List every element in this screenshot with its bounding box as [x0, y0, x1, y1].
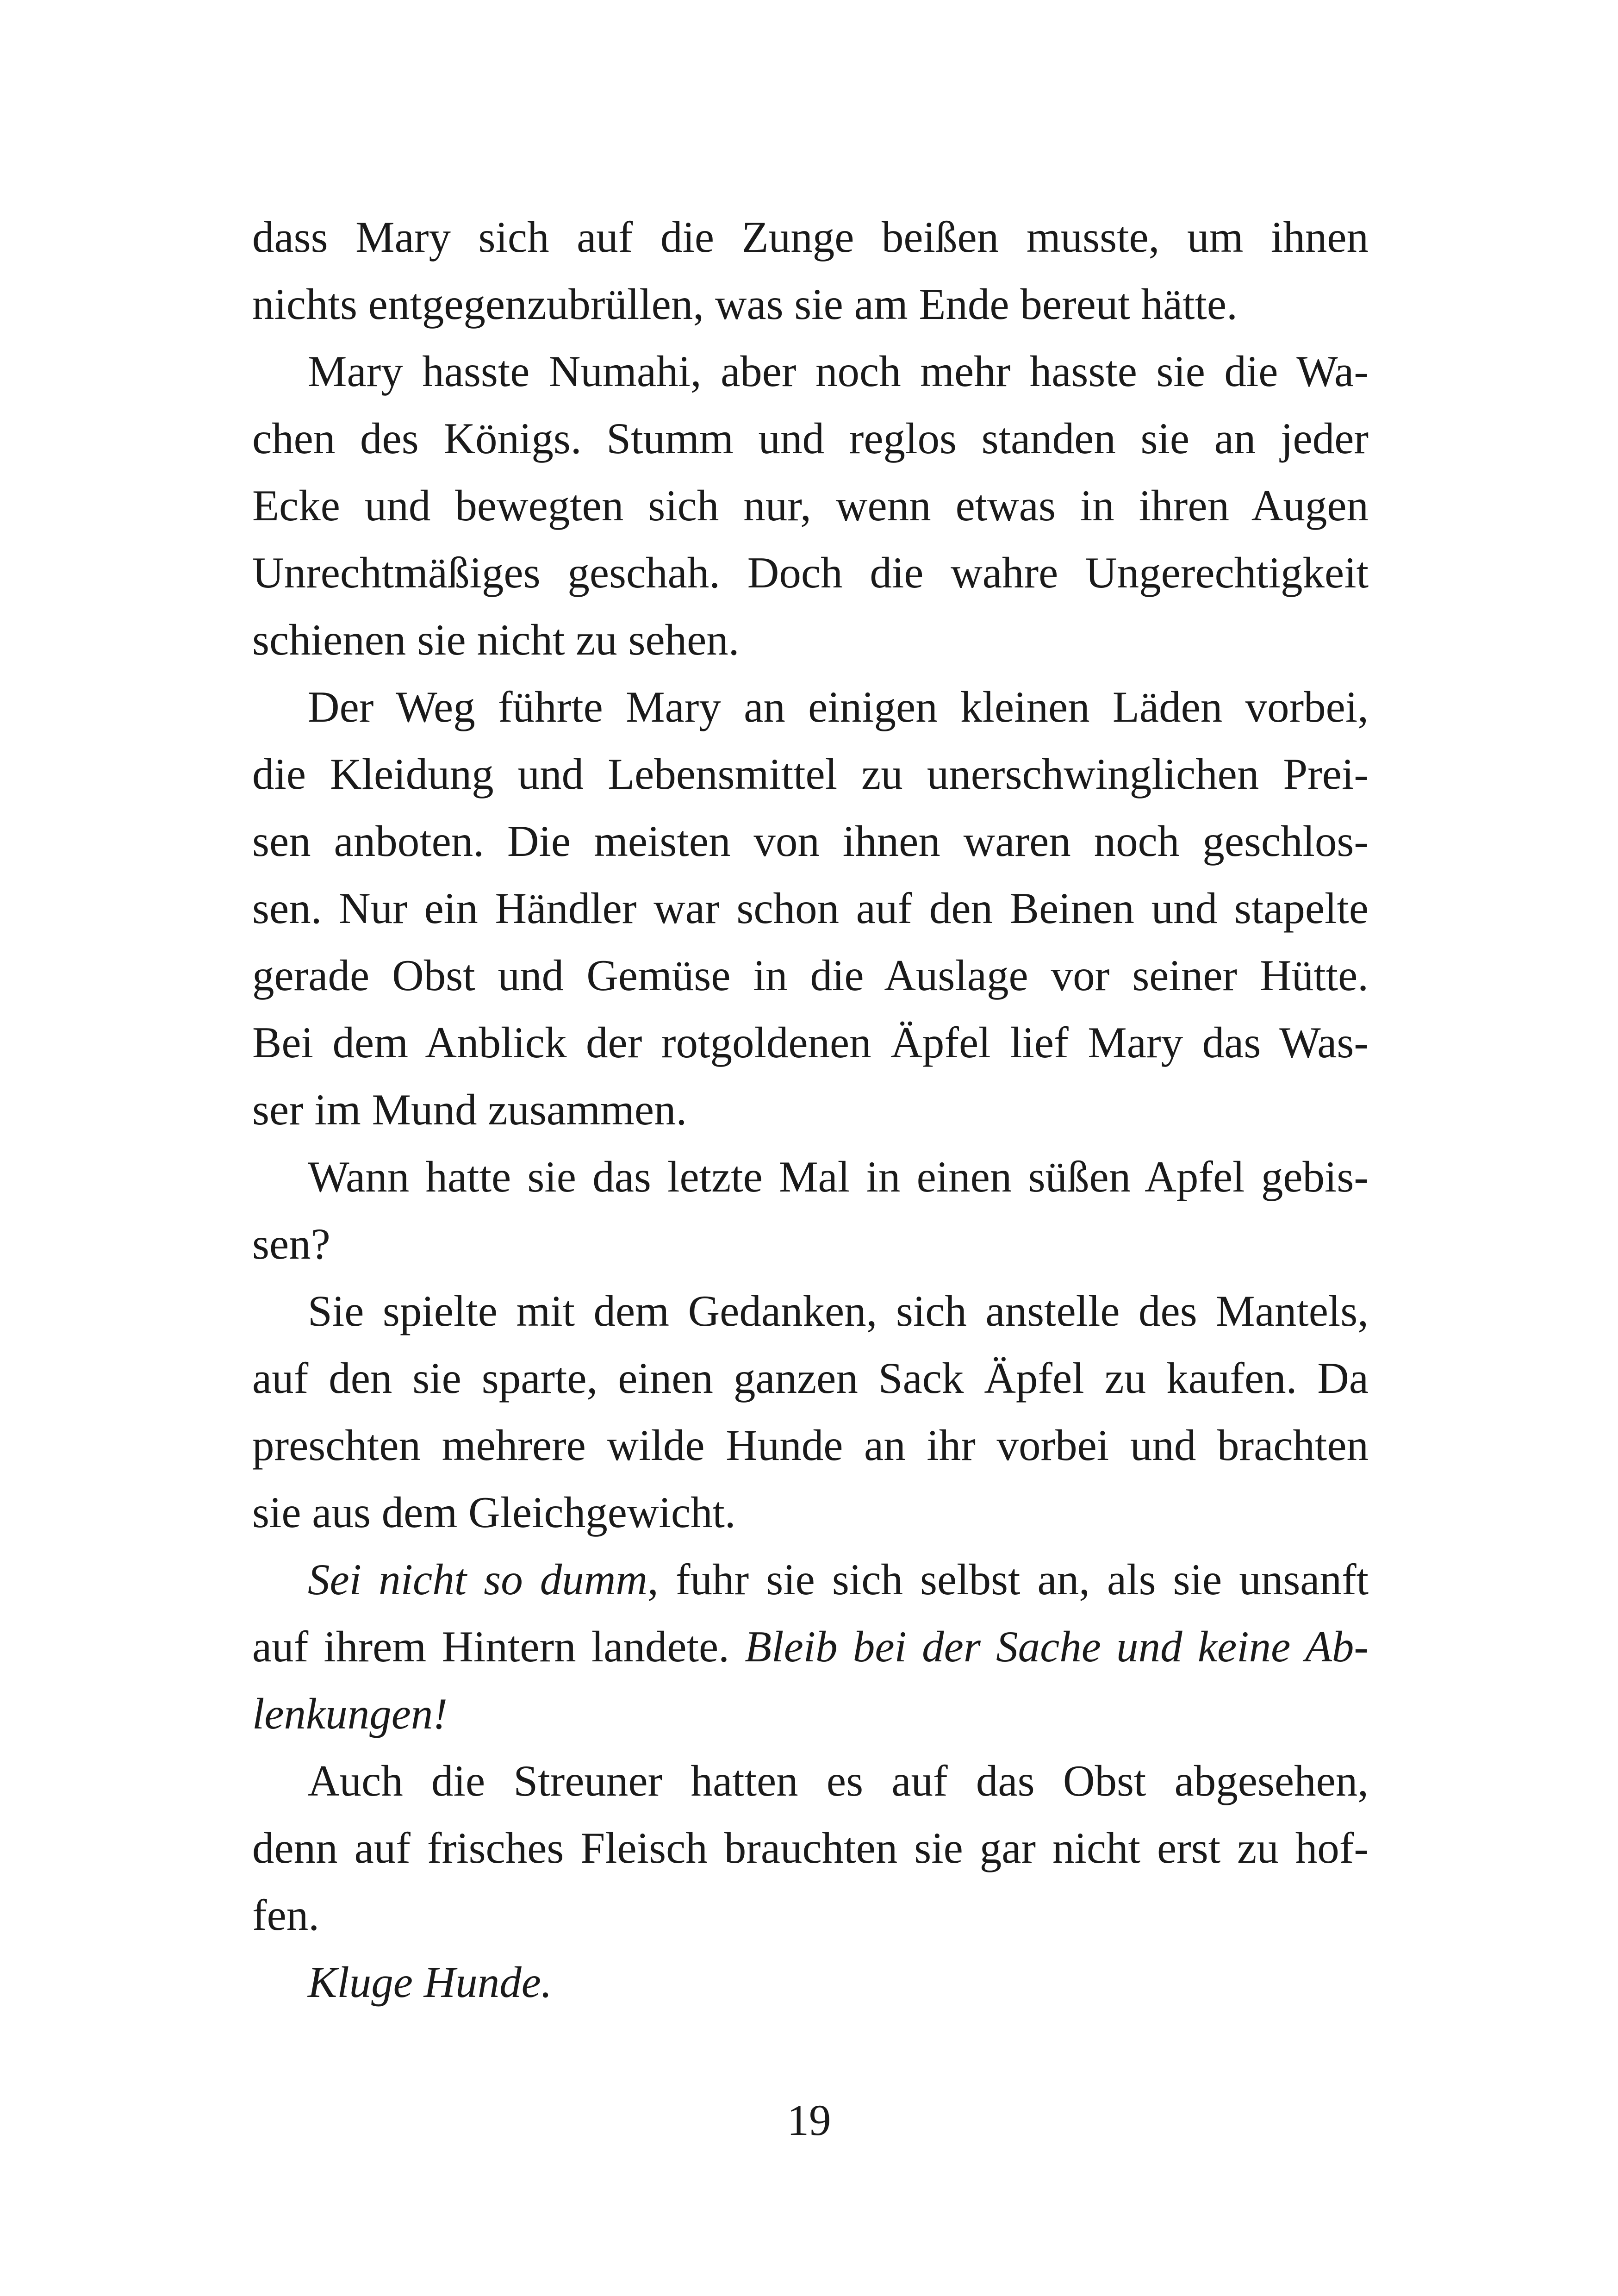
body-text: [252, 204, 1369, 2016]
text-line: [252, 1613, 1369, 1680]
text-line: Bei dem Anblick der rotgoldenen Äpfel lief Mary das Was-: [252, 1018, 1369, 1067]
text-line: ser im Mund zusammen.: [252, 1085, 687, 1134]
text-fragment: auf ihrem Hintern landete.: [252, 1622, 745, 1671]
text-line: preschten mehrere wilde Hunde an ihr vorbei und brachten: [252, 1421, 1369, 1470]
italic-thought: Kluge Hunde.: [308, 1958, 552, 2007]
text-fragment: , fuhr sie sich selbst an, als sie unsanft: [647, 1555, 1369, 1604]
text-line: denn auf frisches Fleisch brauchten sie gar nicht erst zu hof-: [252, 1823, 1369, 1872]
text-line: [252, 1949, 1369, 2016]
text-line: sie aus dem Gleichgewicht.: [252, 1488, 736, 1537]
text-line: sen?: [252, 1219, 330, 1268]
text-line: Unrechtmäßiges geschah. Doch die wahre Ungerechtigkeit: [252, 548, 1369, 597]
italic-thought: lenkungen!: [252, 1689, 448, 1738]
text-line: Mary hasste Numahi, aber noch mehr hasste sie die Wa-: [308, 347, 1369, 396]
text-line: chen des Königs. Stumm und reglos standen sie an jeder: [252, 414, 1369, 463]
text-line: Wann hatte sie das letzte Mal in einen süßen Apfel gebis-: [308, 1152, 1369, 1201]
text-line: gerade Obst und Gemüse in die Auslage vor seiner Hütte.: [252, 951, 1369, 1000]
italic-thought: Sei nicht so dumm: [308, 1555, 648, 1604]
text-line: Der Weg führte Mary an einigen kleinen Läden vorbei,: [308, 682, 1369, 731]
text-line: sen anboten. Die meisten von ihnen waren noch geschlos-: [252, 817, 1369, 866]
text-line: die Kleidung und Lebensmittel zu unerschwinglichen Prei-: [252, 749, 1369, 799]
text-line: [252, 1546, 1369, 1613]
text-line: sen. Nur ein Händler war schon auf den Beinen und stapelte: [252, 884, 1369, 933]
text-line: Sie spielte mit dem Gedanken, sich anstelle des Mantels,: [308, 1286, 1369, 1335]
text-line: [252, 1680, 1369, 1747]
page-number: 19: [787, 2096, 831, 2145]
text-line: auf den sie sparte, einen ganzen Sack Äpfel zu kaufen. Da: [252, 1354, 1369, 1403]
text-line: schienen sie nicht zu sehen.: [252, 615, 740, 664]
text-line: Ecke und bewegten sich nur, wenn etwas in ihren Augen: [252, 481, 1369, 530]
text-line: nichts entgegenzubrüllen, was sie am Ende bereut hätte.: [252, 280, 1238, 329]
text-line: fen.: [252, 1890, 320, 1940]
text-line: Auch die Streuner hatten es auf das Obst abgesehen,: [308, 1756, 1369, 1805]
text-line: dass Mary sich auf die Zunge beißen musste, um ihnen: [252, 212, 1369, 262]
italic-thought: Bleib bei der Sache und keine Ab-: [745, 1622, 1369, 1671]
